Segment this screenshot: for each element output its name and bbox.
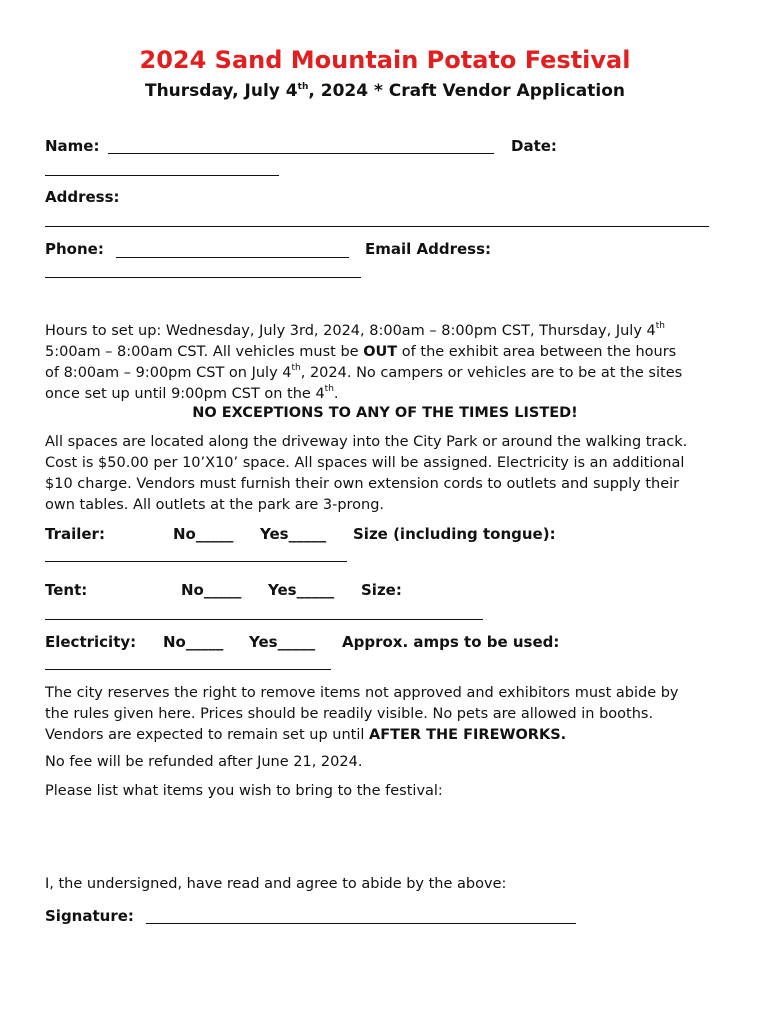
- date-field[interactable]: [45, 175, 279, 176]
- rules-line-1: The city reserves the right to remove items not approved and exhibitors must abide by: [45, 685, 679, 701]
- spaces-line-1: All spaces are located along the driveway into the City Park or around the walking track.: [45, 434, 688, 450]
- rules-paragraph: [45, 683, 735, 746]
- items-prompt: Please list what items you wish to bring to the festival:: [45, 783, 443, 799]
- form-title: 2024 Sand Mountain Potato Festival: [139, 46, 631, 74]
- no-exceptions-notice: NO EXCEPTIONS TO ANY OF THE TIMES LISTED!: [192, 405, 578, 421]
- tent-no-option[interactable]: No_____: [181, 581, 242, 599]
- address-field[interactable]: [45, 226, 709, 227]
- tent-size-field[interactable]: [45, 619, 483, 620]
- trailer-yes-option[interactable]: Yes_____: [260, 525, 327, 543]
- electricity-no-option[interactable]: No_____: [163, 633, 224, 651]
- rules-line-3: Vendors are expected to remain set up until AFTER THE FIREWORKS.: [45, 727, 567, 743]
- items-entry-area[interactable]: [45, 808, 725, 870]
- phone-label: Phone:: [45, 240, 104, 258]
- spaces-paragraph: [45, 432, 735, 516]
- spaces-line-3: $10 charge. Vendors must furnish their own extension cords to outlets and supply their: [45, 476, 680, 492]
- signature-field[interactable]: [146, 923, 576, 924]
- setup-line-2: 5:00am – 8:00am CST. All vehicles must be OUT of the exhibit area between the hours: [45, 344, 677, 360]
- address-label: Address:: [45, 188, 120, 206]
- email-label: Email Address:: [365, 240, 492, 258]
- email-field[interactable]: [45, 277, 361, 278]
- setup-hours-paragraph: [45, 321, 735, 405]
- subtitle-superscript: th: [297, 82, 309, 92]
- form-subtitle: [0, 81, 770, 101]
- tent-yes-option[interactable]: Yes_____: [268, 581, 335, 599]
- tent-size-label: Size:: [361, 581, 402, 599]
- setup-line-4: once set up until 9:00pm CST on the 4th.: [45, 384, 339, 402]
- trailer-size-label: Size (including tongue):: [353, 525, 556, 543]
- tent-label: Tent:: [45, 581, 88, 599]
- signature-label: Signature:: [45, 907, 134, 925]
- name-field[interactable]: [108, 153, 494, 154]
- refund-notice: No fee will be refunded after June 21, 2024.: [45, 754, 363, 770]
- phone-field[interactable]: [116, 257, 349, 258]
- electricity-yes-option[interactable]: Yes_____: [249, 633, 316, 651]
- trailer-no-option[interactable]: No_____: [173, 525, 234, 543]
- subtitle-part-2: , 2024 * Craft Vendor Application: [308, 81, 625, 101]
- rules-line-2: the rules given here. Prices should be readily visible. No pets are allowed in booths.: [45, 706, 654, 722]
- amps-label: Approx. amps to be used:: [342, 633, 560, 651]
- trailer-label: Trailer:: [45, 525, 105, 543]
- agreement-statement: I, the undersigned, have read and agree to abide by the above:: [45, 876, 507, 892]
- name-label: Name:: [45, 137, 100, 155]
- trailer-size-field[interactable]: [45, 561, 347, 562]
- setup-line-3: of 8:00am – 9:00pm CST on July 4th, 2024. No campers or vehicles are to be at the sites: [45, 363, 683, 381]
- date-label: Date:: [511, 137, 557, 155]
- subtitle-part-1: Thursday, July 4: [144, 81, 298, 101]
- amps-field[interactable]: [45, 669, 331, 670]
- setup-line-1: Hours to set up: Wednesday, July 3rd, 2024, 8:00am – 8:00pm CST, Thursday, July 4th: [45, 321, 665, 339]
- electricity-label: Electricity:: [45, 633, 137, 651]
- spaces-line-2: Cost is $50.00 per 10’X10’ space. All spaces will be assigned. Electricity is an additional: [45, 455, 685, 471]
- spaces-line-4: own tables. All outlets at the park are 3-prong.: [45, 497, 385, 513]
